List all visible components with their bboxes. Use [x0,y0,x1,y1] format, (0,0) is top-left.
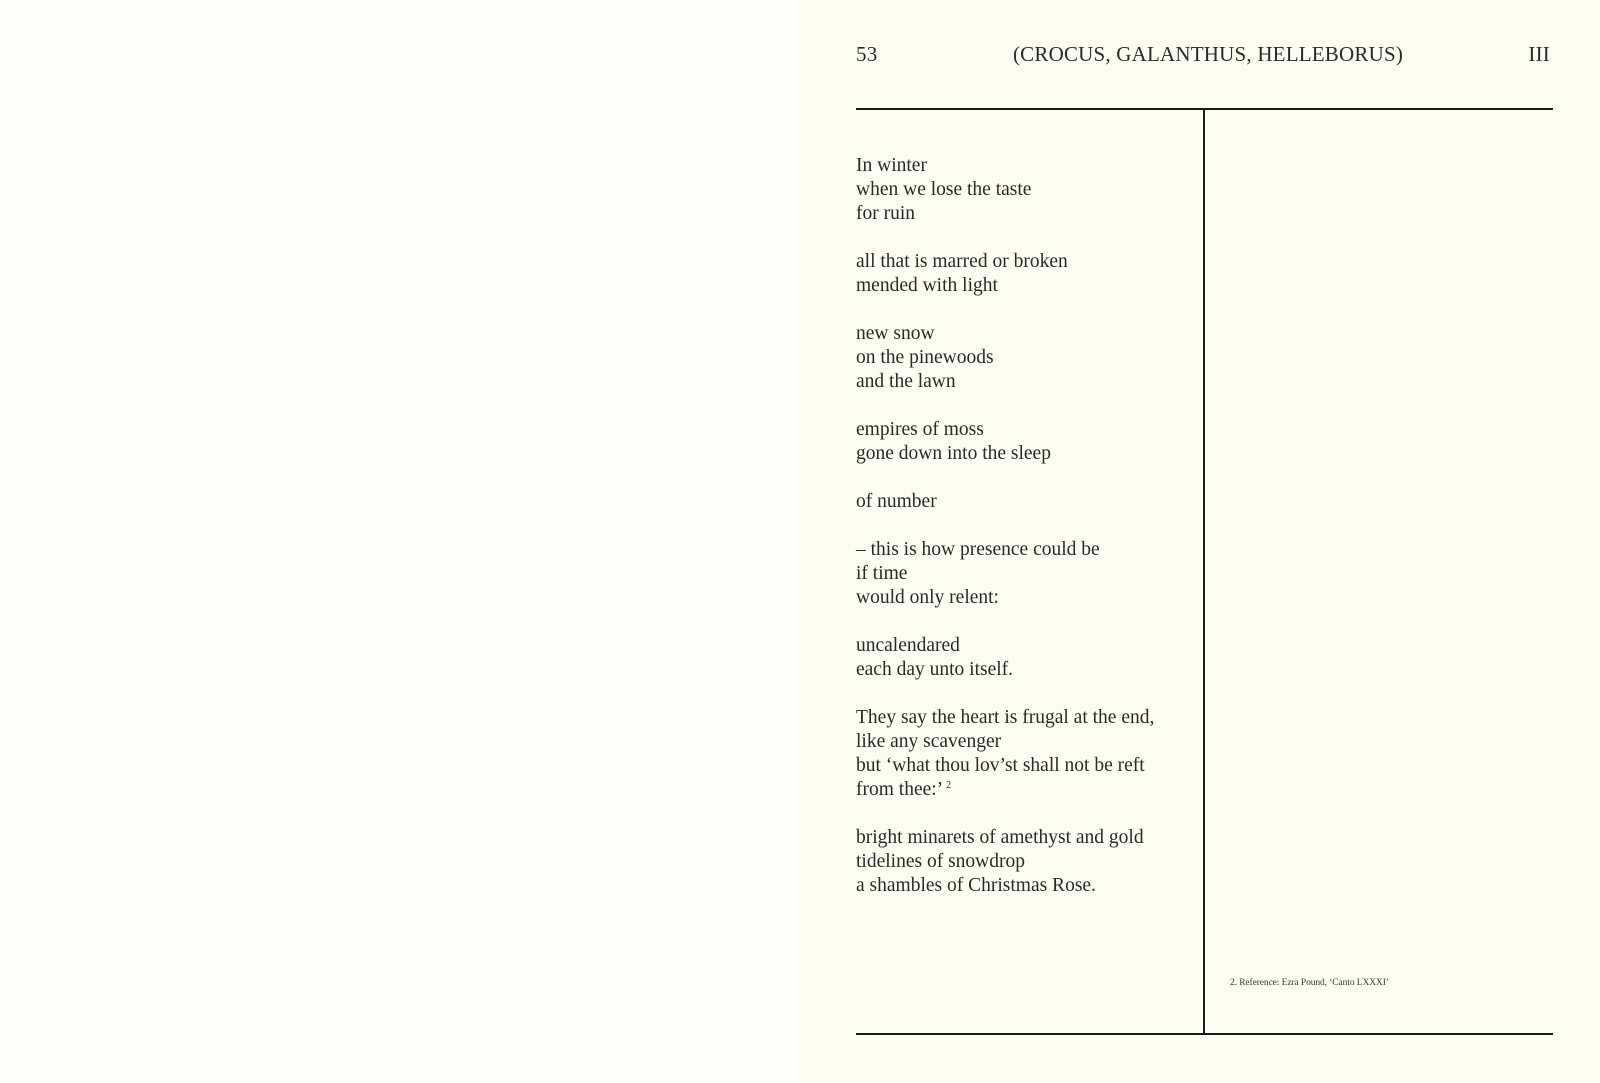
poem-line: – this is how presence could be [856,539,1100,560]
bottom-rule [856,1033,1553,1035]
poem-line: but ‘what thou lov’st shall not be reft [856,755,1145,776]
column-divider [1203,109,1205,1034]
stanza [856,826,1196,898]
running-head [856,42,1550,72]
poem-line: of number [856,491,937,512]
footnote-marker[interactable]: 2 [946,779,952,791]
poem-line-with-footnote [856,778,1196,802]
stanza [856,154,1196,226]
poem-line: each day unto itself. [856,659,1014,680]
left-page-blank [0,0,797,1083]
poem-line: a shambles of Christmas Rose. [856,875,1096,896]
stanza [856,322,1196,394]
stanza [856,706,1196,802]
poem-line: all that is marred or broken [856,251,1068,272]
poem-line: In winter [856,155,927,176]
poem-line: and the lawn [856,371,956,392]
poem-line: like any scavenger [856,731,1002,752]
poem-line: tidelines of snowdrop [856,851,1025,872]
poem-body [856,154,1196,922]
stanza [856,250,1196,298]
right-page [797,0,1600,1083]
poem-line: would only relent: [856,587,999,608]
stanza [856,490,1196,514]
page-number: 53 [856,42,878,66]
poem-line: uncalendared [856,635,960,656]
poem-line: new snow [856,323,935,344]
poem-line: on the pinewoods [856,347,994,368]
poem-line: They say the heart is frugal at the end, [856,707,1155,728]
poem-line: mended with light [856,275,998,296]
poem-line: empires of moss [856,419,984,440]
poem-line-text: from thee:’ [856,779,944,800]
poem-line: when we lose the taste [856,179,1032,200]
stanza [856,634,1196,682]
section-numeral: III [1528,42,1550,66]
stanza [856,418,1196,466]
section-title: (CROCUS, GALANTHUS, HELLEBORUS) [1012,42,1404,66]
poem-line: gone down into the sleep [856,443,1051,464]
stanza [856,538,1196,610]
poem-line: bright minarets of amethyst and gold [856,827,1144,848]
poem-line: for ruin [856,203,916,224]
poem-line: if time [856,563,908,584]
footnote: 2. Reference: Ezra Pound, ‘Canto LXXXI’ [1230,978,1389,988]
